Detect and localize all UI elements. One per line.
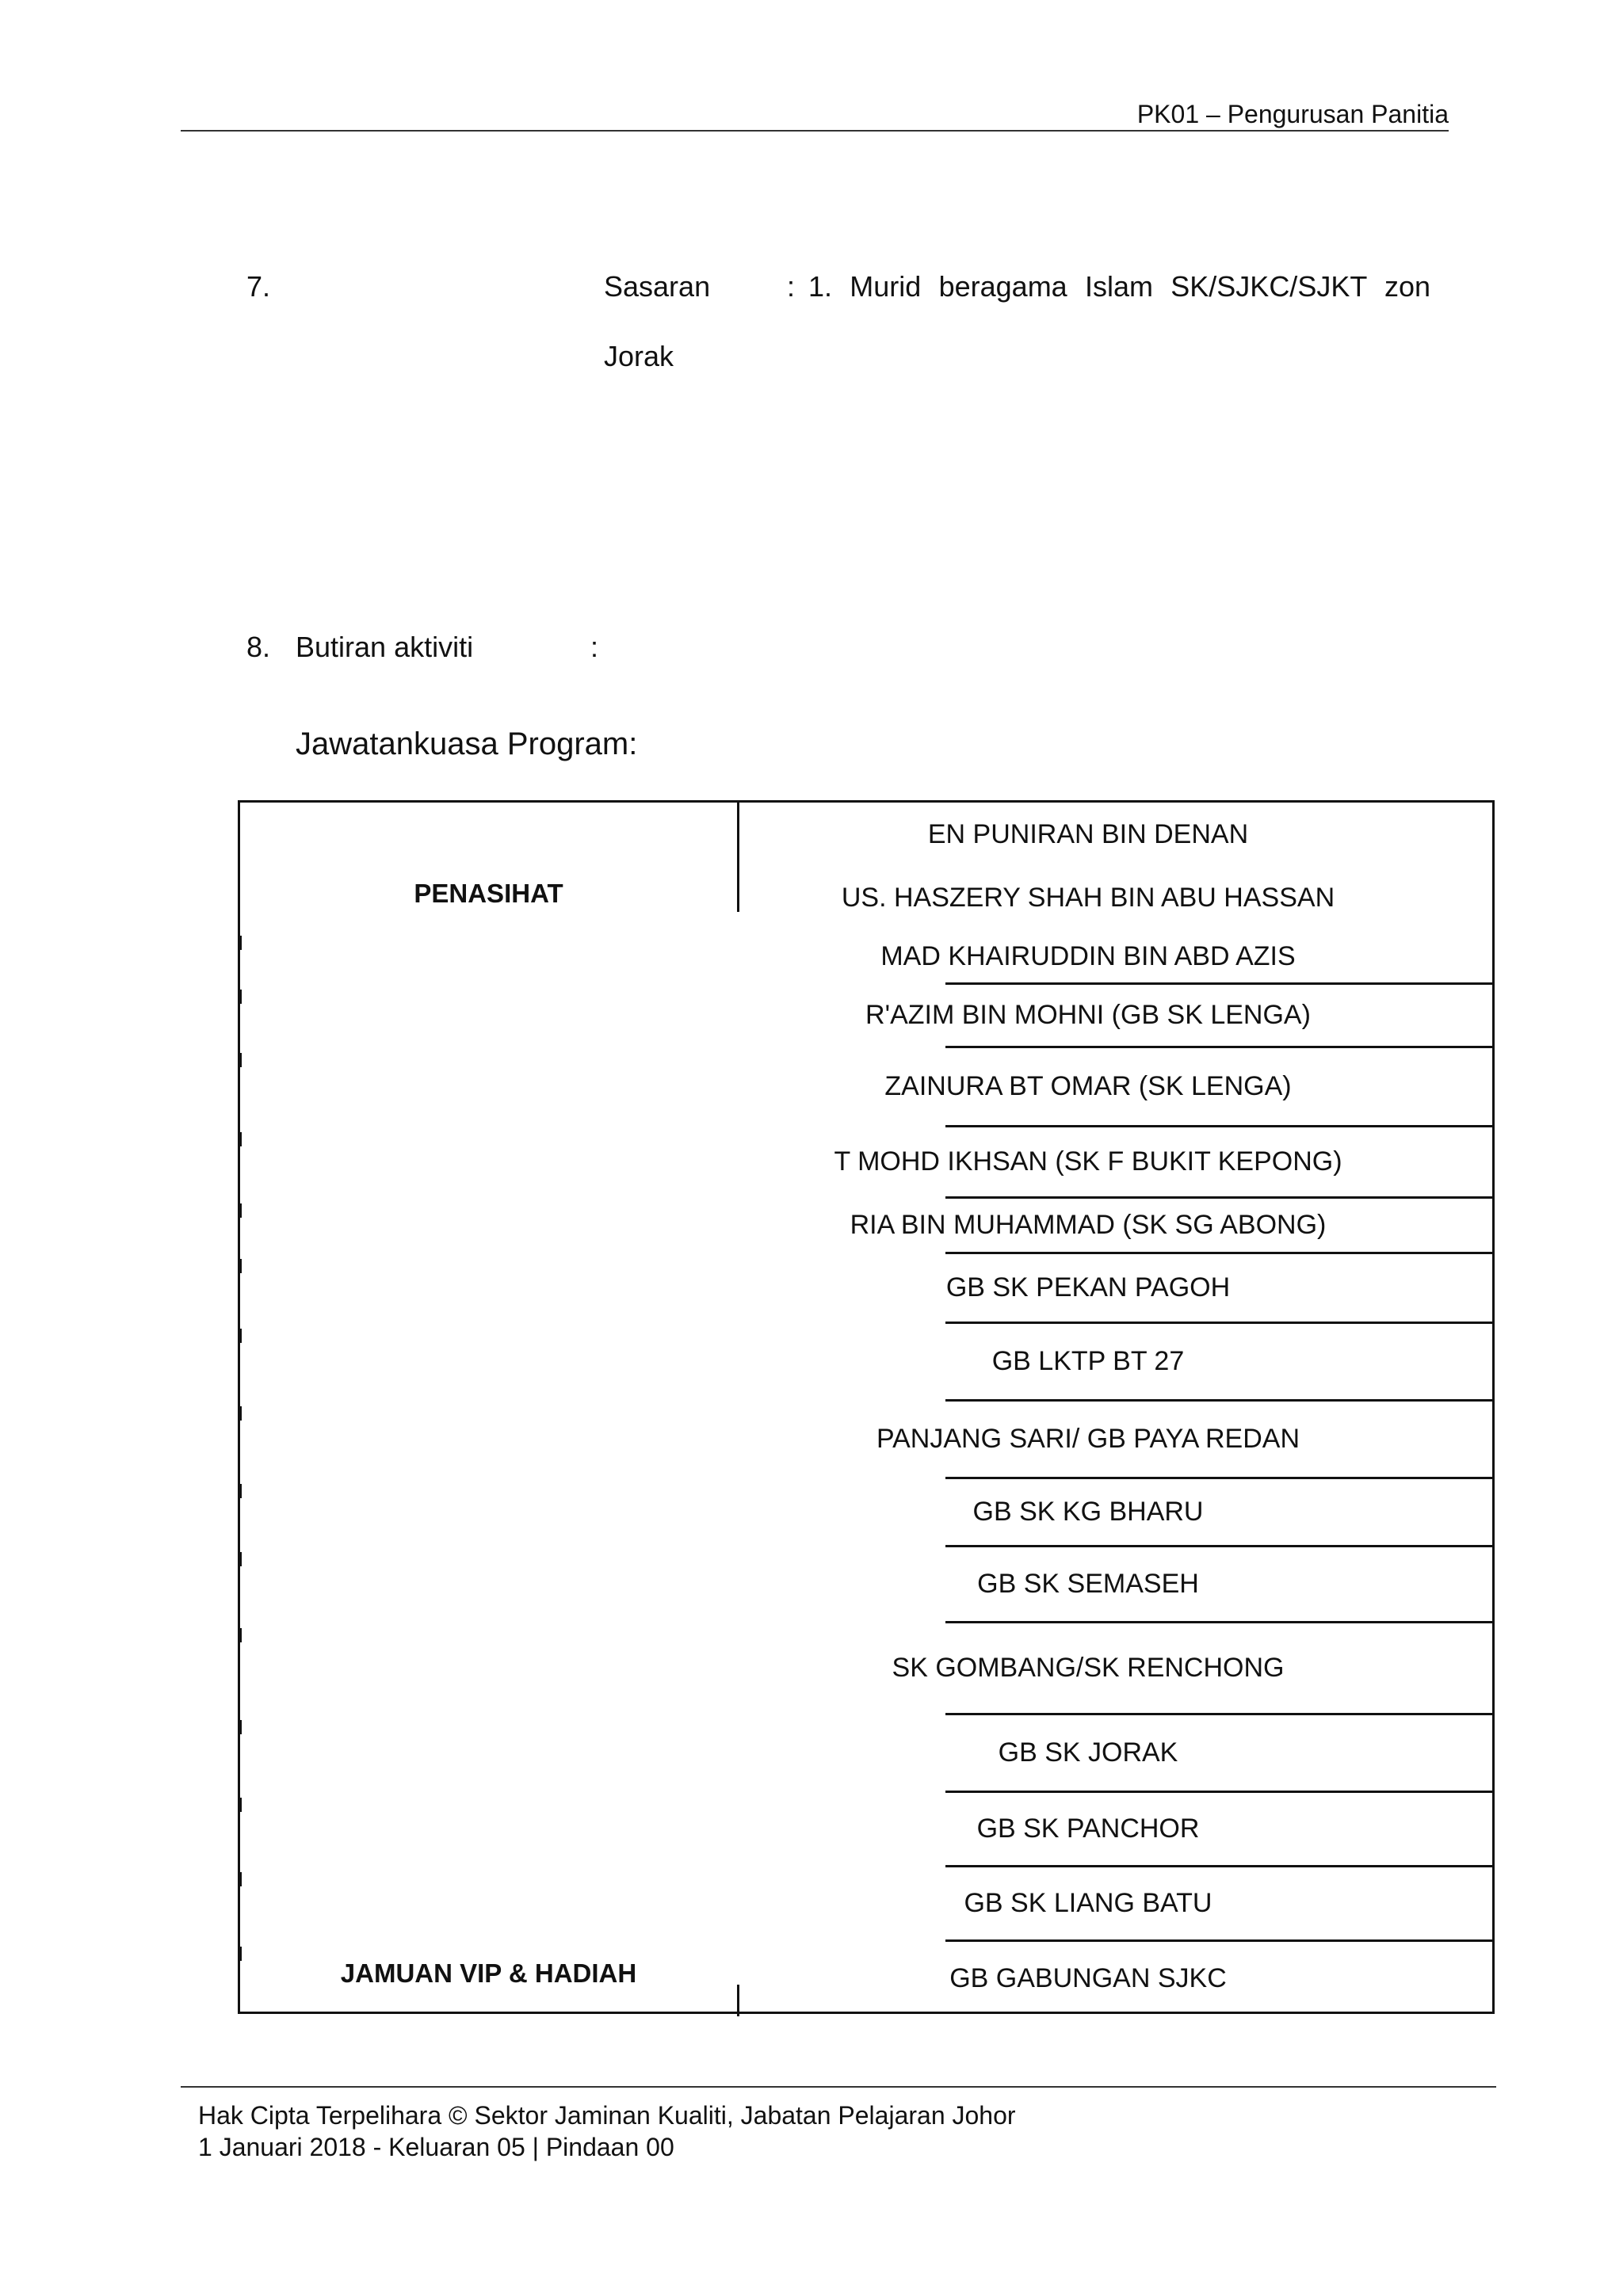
table-row (240, 1866, 1492, 1940)
table-row (240, 803, 1492, 866)
border-tick (238, 1628, 242, 1642)
border-tick (238, 1406, 242, 1421)
committee-member-cell: MAD KHAIRUDDIN BIN ABD AZIS (880, 940, 1296, 971)
committee-member-cell: GB LKTP BT 27 (991, 1345, 1185, 1376)
committee-member-cell: GB SK PANCHOR (976, 1813, 1200, 1844)
border-tick (238, 1872, 242, 1886)
header-doc-code: PK01 – Pengurusan Panitia (1136, 100, 1449, 128)
table-row (240, 1546, 1492, 1622)
table-row (240, 1047, 1492, 1126)
section-7-label: Sasaran (604, 270, 711, 303)
committee-member-cell: EN PUNIRAN BIN DENAN (927, 818, 1249, 849)
border-tick (238, 1203, 242, 1218)
table-row (240, 1622, 1492, 1714)
border-tick (238, 1132, 242, 1146)
table-row (240, 1253, 1492, 1322)
border-tick (238, 990, 242, 1004)
section-7-number: 7. (246, 270, 271, 303)
table-row (240, 1714, 1492, 1791)
section-7-value: 1. Murid beragama Islam SK/SJKC/SJKT zon (808, 270, 1430, 303)
committee-heading: Jawatankuasa Program: (296, 727, 638, 761)
section-7-continuation: Jorak (604, 340, 674, 372)
committee-member-cell: GB SK KG BHARU (972, 1496, 1204, 1527)
committee-member-cell: US. HASZERY SHAH BIN ABU HASSAN (841, 882, 1335, 913)
border-tick (238, 936, 242, 950)
border-tick (238, 1329, 242, 1343)
section-7-colon: : (787, 270, 796, 303)
committee-member-cell: ZAINURA BT OMAR (SK LENGA) (884, 1070, 1292, 1101)
committee-table (238, 800, 1495, 2014)
table-row (240, 1400, 1492, 1478)
committee-member-cell: GB SK SEMASEH (977, 1568, 1199, 1599)
border-tick (238, 1552, 242, 1566)
section-8-label: Butiran aktiviti (296, 631, 474, 663)
committee-member-cell: GB GABUNGAN SJKC (949, 1962, 1227, 1993)
table-row (240, 1126, 1492, 1197)
border-tick (238, 1720, 242, 1734)
committee-member-cell: GB SK LIANG BATU (964, 1887, 1212, 1918)
committee-member-cell: GB SK PEKAN PAGOH (945, 1272, 1231, 1302)
committee-member-cell: R'AZIM BIN MOHNI (GB SK LENGA) (865, 999, 1311, 1030)
border-tick (238, 1947, 242, 1961)
section-8-number: 8. (246, 631, 271, 663)
table-row (240, 1940, 1492, 2016)
table-row (240, 929, 1492, 983)
header-rule (181, 130, 1449, 132)
border-tick (238, 1053, 242, 1067)
committee-member-cell: RIA BIN MUHAMMAD (SK SG ABONG) (850, 1209, 1327, 1240)
committee-member-cell: T MOHD IKHSAN (SK F BUKIT KEPONG) (834, 1146, 1342, 1177)
committee-member-cell: PANJANG SARI/ GB PAYA REDAN (876, 1423, 1300, 1454)
border-tick (238, 1484, 242, 1498)
table-row (240, 1791, 1492, 1866)
table-row (240, 866, 1492, 929)
table-row (240, 1322, 1492, 1400)
table-row (240, 1478, 1492, 1546)
section-8-colon: : (590, 631, 599, 663)
table-row (240, 1197, 1492, 1253)
penasihat-label: PENASIHAT (414, 879, 563, 908)
footer-copyright: Hak Cipta Terpelihara © Sektor Jaminan Kualiti, Jabatan Pelajaran Johor (198, 2101, 1016, 2130)
committee-member-cell: SK GOMBANG/SK RENCHONG (892, 1652, 1285, 1683)
cutoff-role-text: JAMUAN VIP & HADIAH (340, 1958, 637, 1988)
border-tick (238, 1798, 242, 1812)
footer-rule (181, 2086, 1496, 2088)
border-tick (238, 1259, 242, 1273)
footer-issue: 1 Januari 2018 - Keluaran 05 | Pindaan 00 (198, 2133, 674, 2161)
table-row (240, 983, 1492, 1047)
committee-member-cell: GB SK JORAK (998, 1737, 1178, 1768)
